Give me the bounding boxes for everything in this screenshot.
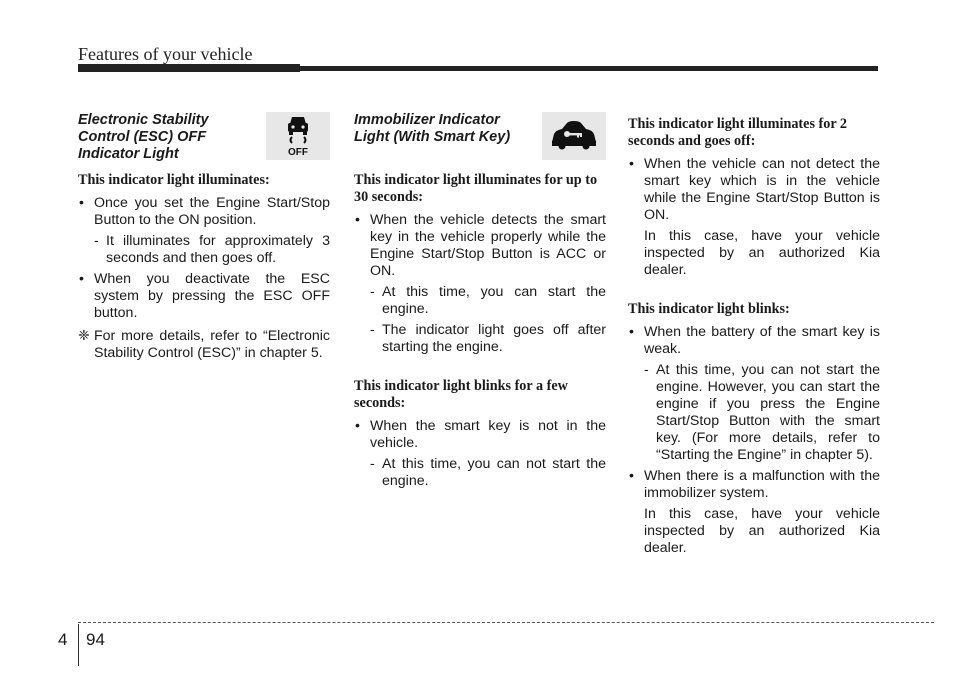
reference-note: ❈ For more details, refer to “Electronic Stability Control (ESC)” in chapter 5. <box>78 328 330 361</box>
footer-divider <box>78 624 79 666</box>
chapter-number: 4 <box>58 630 68 649</box>
immobilizer-car-key-icon <box>542 112 606 160</box>
list-item: • When you deactivate the ESC system by pressing the ESC OFF button. <box>79 271 330 321</box>
section-header-immobilizer <box>354 112 606 164</box>
list-subitem: - The indicator light goes off after starting the engine. <box>370 322 606 355</box>
lead-illuminates-2s: This indicator light illuminates for 2 seconds and goes off: <box>628 116 848 149</box>
header-rule <box>78 66 878 71</box>
list-item: • Once you set the Engine Start/Stop Button to the ON position. <box>79 195 330 228</box>
list-item: • When there is a malfunction with the immobilizer system. <box>629 468 880 501</box>
column-immobilizer-continued <box>628 112 880 561</box>
list-item-paragraph: In this case, have your vehicle inspected by an authorized Kia dealer. <box>644 228 880 278</box>
list-item: • When the vehicle can not detect the smart key which is in the vehicle while the Engine Start/Stop Button is ON. <box>629 156 880 223</box>
list-subitem: - It illuminates for approximately 3 seconds and then goes off. <box>94 233 330 266</box>
list-subitem: - At this time, you can not start the engine. However, you can start the engine if you press the Engine Start/Stop Button with the smart key. (For more details, refer to “Starting the Engine” in chapter 5). <box>644 362 880 463</box>
column-immobilizer <box>354 112 606 494</box>
svg-text:OFF: OFF <box>288 147 308 158</box>
section-title-immobilizer: Immobilizer Indicator Light (With Smart Key) <box>354 112 511 145</box>
lead-blinks: This indicator light blinks: <box>628 301 790 317</box>
section-header-esc-off <box>78 112 330 164</box>
lead-illuminates-30s: This indicator light illuminates for up to 30 seconds: <box>354 172 598 205</box>
lead-illuminates: This indicator light illuminates: <box>78 172 270 188</box>
footer-dashed-rule <box>78 622 934 623</box>
page-number: 94 <box>86 630 105 649</box>
list-item: • When the smart key is not in the vehicle. <box>355 418 606 451</box>
lead-blinks-few-seconds: This indicator light blinks for a few seconds: <box>354 378 568 411</box>
note-mark-icon: ❈ <box>78 328 90 344</box>
column-esc-off <box>78 112 330 362</box>
list-subitem: - At this time, you can start the engine. <box>370 284 606 317</box>
esc-off-icon <box>266 112 330 160</box>
list-subitem: - At this time, you can not start the engine. <box>370 456 606 489</box>
list-item: • When the vehicle detects the smart key in the vehicle properly while the Engine Start/Stop Button is ACC or ON. <box>355 212 606 279</box>
page-header-title: Features of your vehicle <box>78 44 253 64</box>
section-title-esc-off: Electronic Stability Control (ESC) OFF Indicator Light <box>78 112 209 162</box>
list-item: • When the battery of the smart key is weak. <box>629 324 880 357</box>
list-item-paragraph: In this case, have your vehicle inspected by an authorized Kia dealer. <box>644 506 880 556</box>
